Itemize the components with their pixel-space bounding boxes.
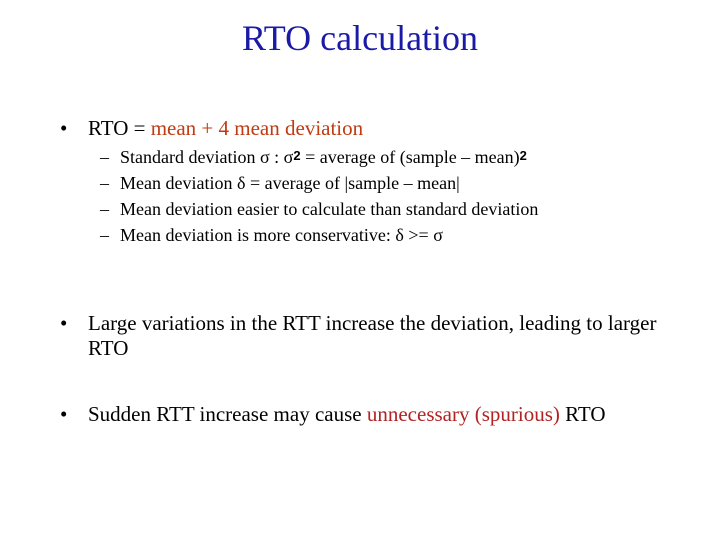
subitem-dash: – [100,199,109,219]
subitem-text: Mean deviation δ = average of |sample – mean| [120,173,460,193]
bullet-dot: • [60,402,68,426]
bullet-dot: • [60,116,68,140]
subitem-text: Mean deviation is more conservative: δ >= σ [120,225,443,245]
subitem-text-mid: = average of (sample – mean) [300,147,520,167]
bullet-dot: • [60,311,68,335]
bullet-rto-highlight: mean + 4 mean deviation [150,116,364,140]
bullet-sudden-suffix: RTO [559,402,606,426]
bullet-sudden-highlight: unnecessary (spurious) [366,402,560,426]
subitem-dash: – [100,147,109,167]
superscript-2: 2 [293,148,301,163]
subitem-dash: – [100,173,109,193]
bullet-text: Large variations in the RTT increase the deviation, leading to larger RTO [88,311,657,360]
bullet-sudden-prefix: Sudden RTT increase may cause [88,402,367,426]
slide-title: RTO calculation [241,18,479,58]
subitem-text: Standard deviation σ : σ [120,147,294,167]
subitem-dash: – [100,225,109,245]
subitem-text: Mean deviation easier to calculate than standard deviation [120,199,539,219]
bullet-rto-prefix: RTO = [88,116,151,140]
superscript-2: 2 [519,148,527,163]
